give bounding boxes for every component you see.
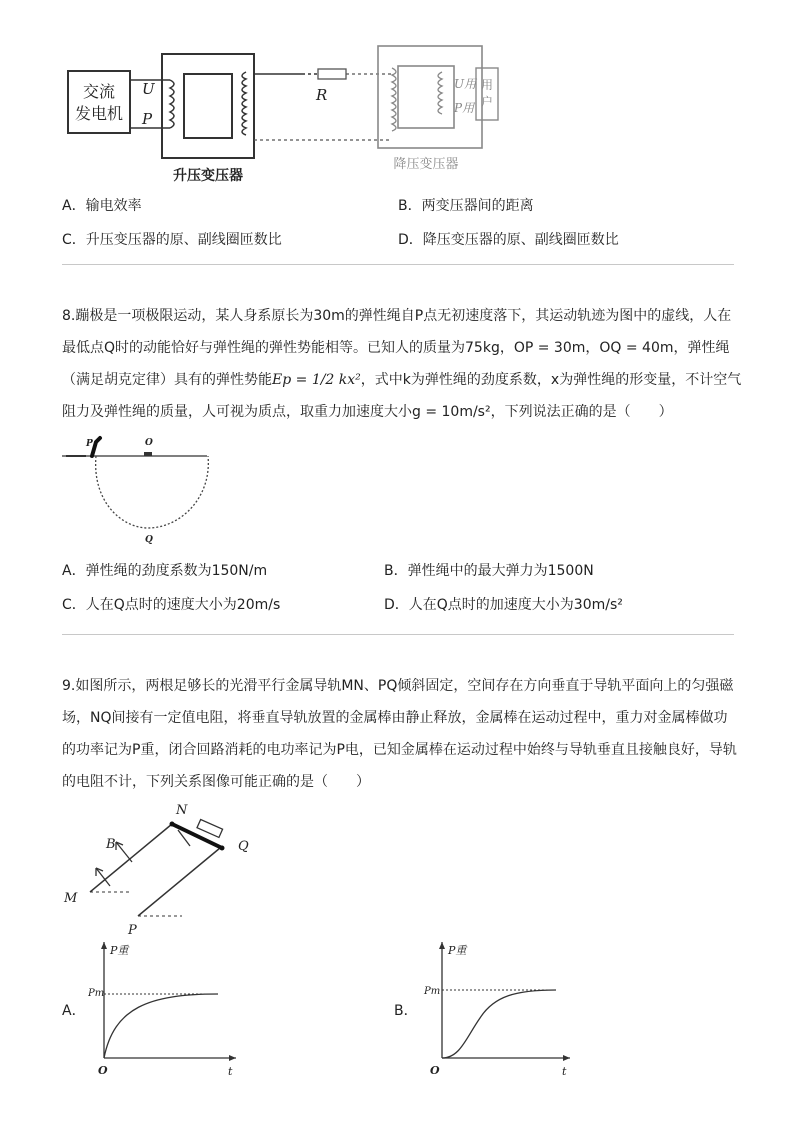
generator-label-2: 发电机 (74, 104, 124, 123)
graph-b-y-label: P重 (448, 944, 467, 957)
rail-p-label: P (128, 923, 137, 938)
inclined-rails-figure (62, 800, 272, 940)
q8-option-d[interactable]: D．人在Q点时的加速度大小为30m/s² (384, 597, 623, 613)
graph-b-origin: O (430, 1064, 440, 1077)
q8-option-a[interactable]: A．弹性绳的劲度系数为150N/m (62, 563, 268, 579)
generator-label-1: 交流 (82, 82, 116, 101)
graph-a-t-label: t (228, 1065, 233, 1078)
q9-line-1: 9.如图所示，两根足够长的光滑平行金属导轨MN、PQ倾斜固定，空间存在方向垂直于导轨平面向上的匀强磁 (62, 678, 734, 694)
step-up-label: 升压变压器 (173, 168, 243, 184)
elastic-energy-formula: Ep = 1/2 kx² (272, 372, 361, 388)
graph-a-pm-label: Pm (88, 988, 105, 999)
bungee-trajectory-figure (62, 432, 222, 547)
graph-a-label[interactable]: A． (62, 1003, 86, 1019)
divider (62, 264, 734, 265)
q8-line-3 (62, 370, 742, 390)
point-q-label: Q (145, 535, 153, 545)
q7-option-c[interactable]: C．升压变压器的原、副线圈匝数比 (62, 232, 282, 248)
q8-line-1: 8.蹦极是一项极限运动，某人身系原长为30m的弹性绳自P点无初速度落下，其运动轨迹为图中的虚线，人在 (62, 308, 732, 324)
r-label: R (316, 86, 328, 104)
graph-b-t-label: t (562, 1065, 567, 1078)
q8-option-c[interactable]: C．人在Q点时的速度大小为20m/s (62, 597, 281, 613)
rail-n-label: N (176, 803, 188, 818)
power-transmission-figure (62, 40, 522, 190)
q7-option-a[interactable]: A．输电效率 (62, 198, 142, 214)
point-p-label: P (86, 439, 93, 449)
graph-b[interactable] (420, 938, 580, 1080)
user-label-2: 户 (480, 95, 494, 109)
q8-option-b[interactable]: B．弹性绳中的最大弹力为1500N (384, 563, 594, 579)
q8-line-3b: ，式中k为弹性绳的劲度系数，x为弹性绳的形变量，不计空气 (360, 372, 742, 388)
q8-line-3a: （满足胡克定律）具有的弹性势能 (62, 372, 272, 388)
field-b-label: B (106, 837, 116, 852)
q9-line-4: 的电阻不计，下列关系图像可能正确的是（ ） (62, 774, 370, 790)
u-label: U (142, 80, 155, 98)
q7-option-b[interactable]: B．两变压器间的距离 (398, 198, 534, 214)
graph-a[interactable] (88, 938, 248, 1080)
divider (62, 634, 734, 635)
rail-m-label: M (64, 891, 78, 906)
graph-b-pm-label: Pm (424, 986, 441, 997)
user-label-1: 用 (480, 78, 494, 92)
p-label: P (142, 110, 153, 128)
rail-q-label: Q (238, 839, 249, 854)
p-user-label: P用 (454, 101, 475, 115)
graph-a-origin: O (98, 1064, 108, 1077)
q9-line-2: 场，NQ间接有一定值电阻，将垂直导轨放置的金属棒由静止释放，金属棒在运动过程中，重力对金属棒做功 (62, 710, 728, 726)
point-o-label: O (145, 438, 153, 448)
u-user-label: U用 (454, 77, 477, 91)
q9-line-3: 的功率记为P重，闭合回路消耗的电功率记为P电，已知金属棒在运动过程中始终与导轨垂直且接触良好，导轨 (62, 742, 737, 758)
graph-a-y-label: P重 (110, 944, 129, 957)
q8-line-2: 最低点Q时的动能恰好与弹性绳的弹性势能相等。已知人的质量为75kg，OP = 30m，OQ = 40m，弹性绳 (62, 340, 730, 356)
step-down-label: 降压变压器 (393, 157, 459, 172)
q8-line-4: 阻力及弹性绳的质量，人可视为质点，取重力加速度大小g = 10m/s²，下列说法正确的是（ ） (62, 404, 673, 420)
graph-b-label[interactable]: B． (394, 1003, 418, 1019)
q7-option-d[interactable]: D．降压变压器的原、副线圈匝数比 (398, 232, 619, 248)
